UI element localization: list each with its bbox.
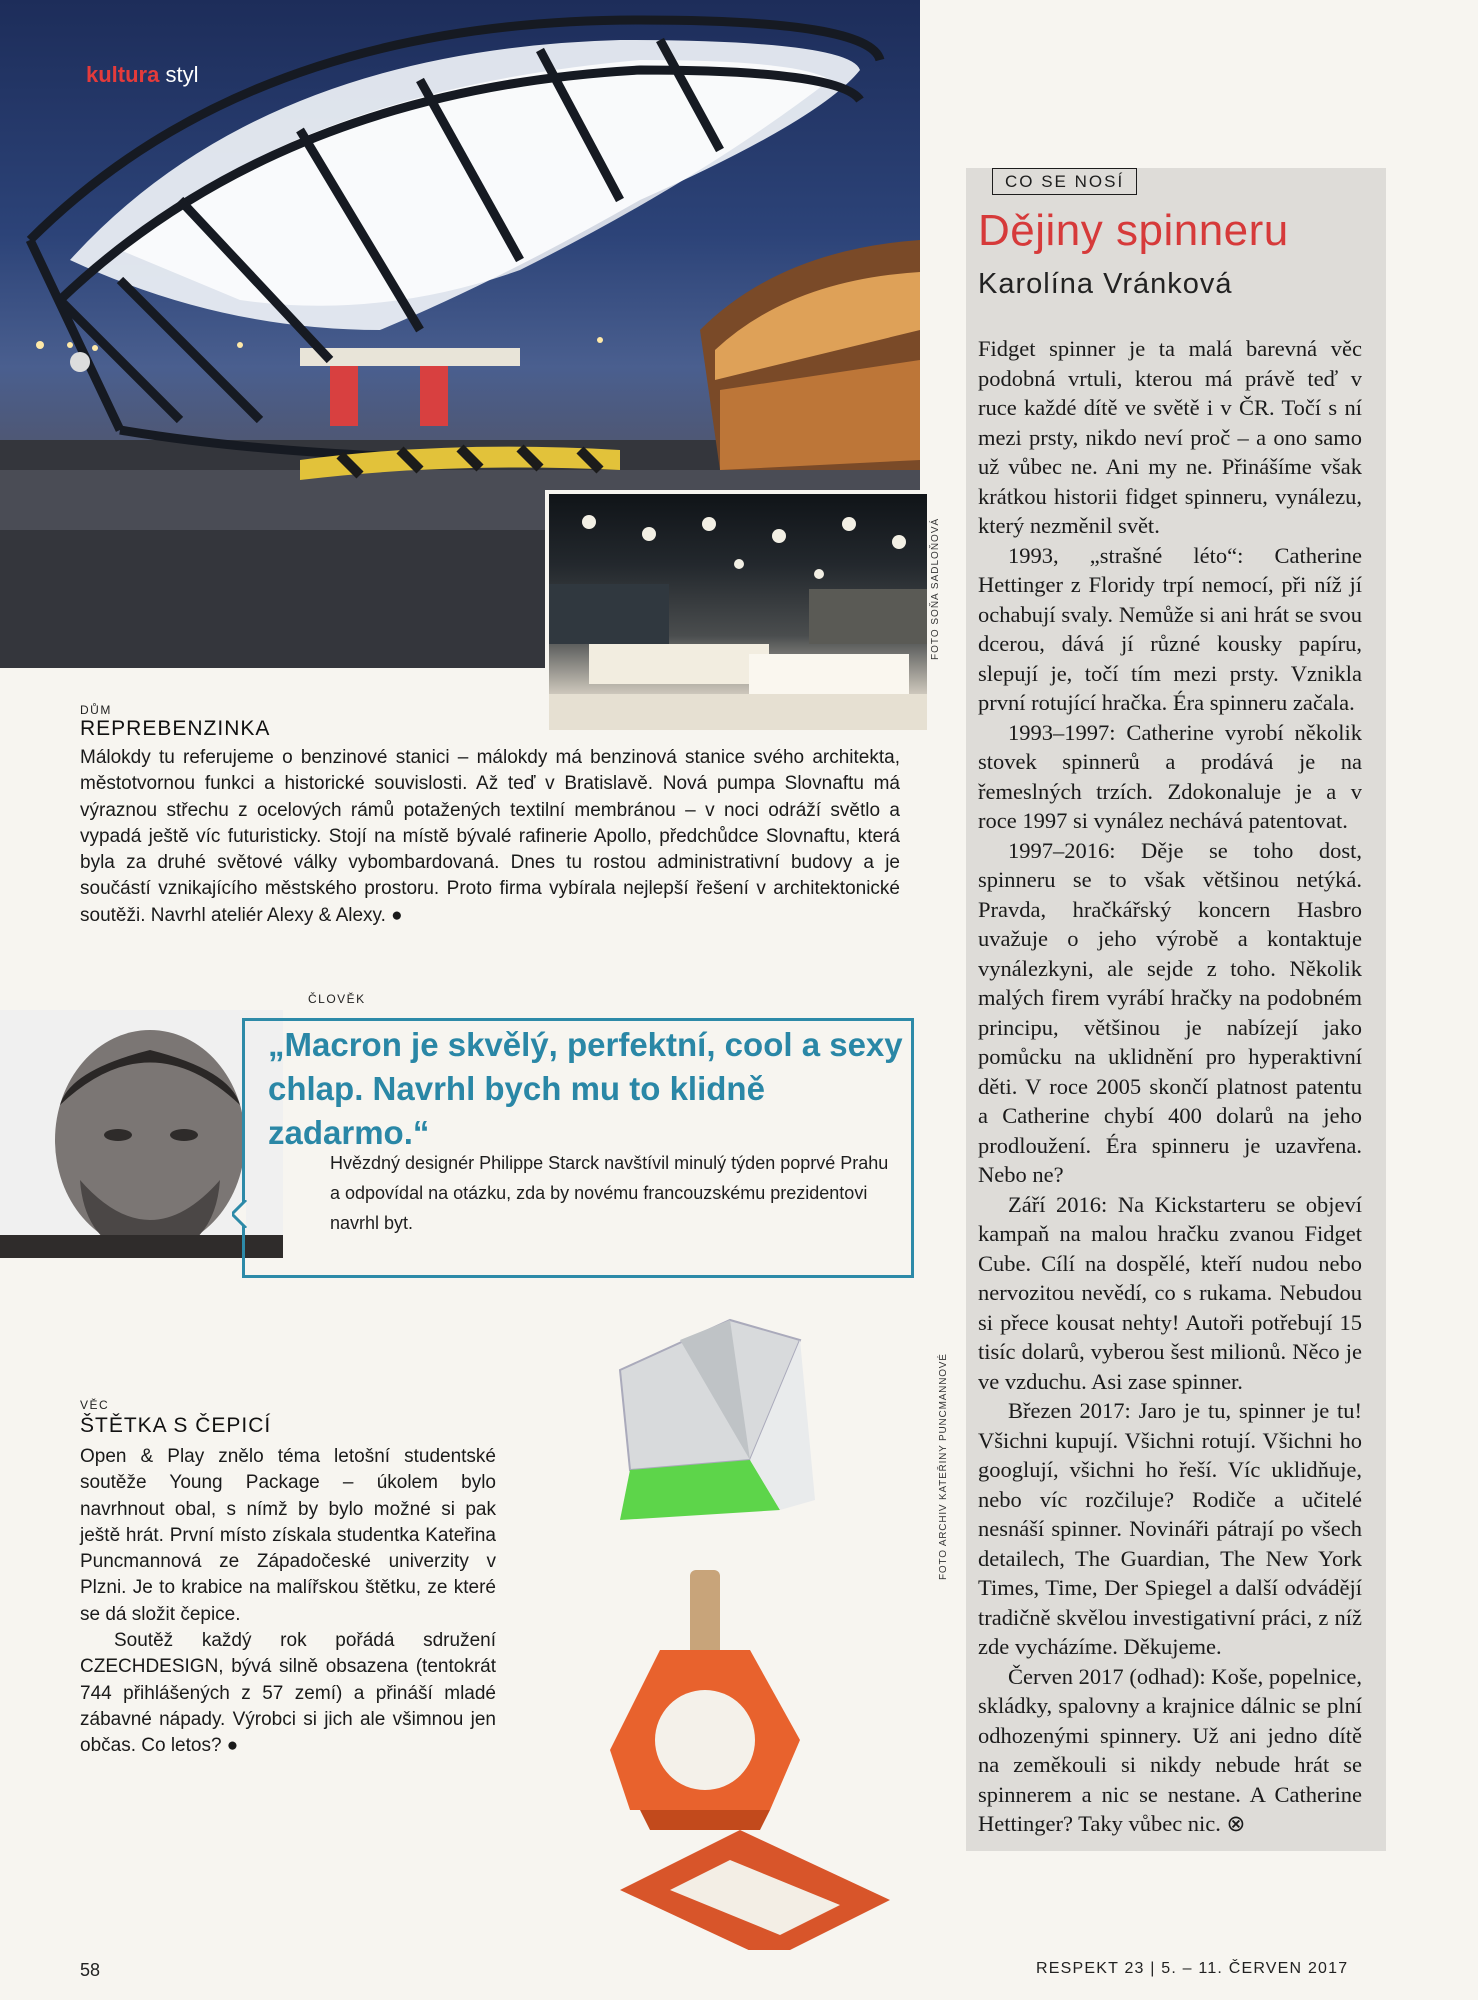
product-photo: [540, 1310, 940, 1950]
dum-body: [80, 745, 900, 929]
quote-text: „Macron je skvělý, perfektní, cool a sexy chlap. Navrhl bych mu to klidně zadarmo.“: [268, 1026, 903, 1151]
page-number: 58: [80, 1960, 101, 1980]
sidebar-author: Karolína Vránková: [978, 268, 1233, 300]
dum-kicker: DŮM: [80, 703, 112, 717]
dum-paragraph: Málokdy tu referujeme o benzinové stanici – málokdy má benzinová stanice svého architekta, městotvornou funkci a historické souvislosti. Až teď v Bratislavě. Nová pumpa Slovnaftu má výraznou střechu z ocelových rámů potažených textilní membránou – v noci odráží světlo a vypadá ještě víc futuristicky. Stojí na místě bývalé rafinerie Apollo, předchůdce Slovnaftu, která byla za druhé světové války vybombardovaná. Dnes tu rostou administrativní budovy a je součástí vznikajícího městského prostoru. Proto firma vybírala nejlepší řešení v architektonické soutěži. Navrhl ateliér Alexy & Alexy. ●: [80, 747, 900, 926]
product-photo-credit: FOTO ARCHIV KATEŘINY PUNCMANNOVÉ: [938, 1353, 949, 1580]
vec-paragraph-1: Open & Play znělo téma letošní studentské soutěže Young Package – úkolem bylo navrhnout obal, s nímž by bylo možné si pak ještě hrát. První místo získala studentka Kateřina Puncmannová ze Západočeské univerzity v Plzni. Je to krabice na malířskou štětku, ze které se dá složit čepice.: [80, 1446, 496, 1625]
sidebar-badge: CO SE NOSÍ: [992, 168, 1137, 195]
vec-title: ŠTĚTKA S ČEPICÍ: [80, 1414, 272, 1437]
sidebar-paragraph: 1993–1997: Catherine vyrobí několik stovek spinnerů a prodává je na řemeslných trzích. Zdokonaluje je a v roce 1997 si vynález nechává patentovat.: [978, 719, 1362, 833]
sidebar-paragraph: Červen 2017 (odhad): Koše, popelnice, skládky, spalovny a krajnice dálnic se plní odhozenými spinnery. Už ani jedno dítě na zeměkouli si nikdy nebude hrát se spinnerem a nic se nestane. A Catherine Hettinger? Taky vůbec nic. ⊗: [978, 1663, 1362, 1836]
section-label-sub: styl: [165, 62, 199, 87]
sidebar-paragraph: Fidget spinner je ta malá barevná věc podobná vrtuli, kterou má právě teď v ruce každé dítě ve světě i v ČR. Točí s ní mezi prsty, nikdo neví proč – a ono samo už vůbec ne. Ani my ne. Přinášíme však krátkou historii fidget spinneru, vynálezu, který nezměnil svět.: [978, 336, 1362, 538]
inset-interior-photo: [545, 490, 931, 734]
vec-body: [80, 1444, 496, 1760]
section-label: [86, 62, 198, 88]
vec-kicker: VĚC: [80, 1398, 110, 1412]
sidebar-paragraph: Březen 2017: Jaro je tu, spinner je tu! Všichni kupují. Všichni rotují. Všichni ho googlují, všichni ho řeší. Víc uklidňuje, nebo víc rozčiluje? Rodiče a učitelé nesnáší spinner. Novináři pátrají po všech detailech, The Guardian, The New York Times, Time, Der Spiegel a další odvádějí tradičně skvělou investigativní práci, z níž zde vycházíme. Děkujeme.: [978, 1398, 1362, 1659]
quote-subtext: Hvězdný designér Philippe Starck navštívil minulý týden poprvé Prahu a odpovídal na otázku, zda by novému francouzskému prezidentovi navrhl byt.: [330, 1153, 889, 1233]
interior-illustration: [549, 494, 927, 730]
sidebar-paragraph: Září 2016: Na Kickstarteru se objeví kampaň na malou hračku zvanou Fidget Cube. Cílí na dospělé, kteří nudou nebo nervozitou nevědí, co s rukama. Nebudou si přece kousat nehty! Autoři potřebují 15 tisíc dolarů, vyberou šest milionů. Něco je ve vzduchu. Asi zase spinner.: [978, 1191, 1362, 1394]
clovek-kicker: ČLOVĚK: [308, 992, 366, 1006]
speech-pointer: [232, 1200, 252, 1228]
sidebar-title: Dějiny spinneru: [978, 206, 1289, 255]
sidebar-body: [978, 334, 1362, 1839]
sidebar-paragraph: 1993, „strašné léto“: Catherine Hettinger z Floridy trpí nemocí, při níž jí ochabují svaly. Nemůže si ani hrát se svou dcerou, dává jí různé kousky papíru, slepují je, točí tím mezi prsty. Vznikla první rotující hračka. Éra spinneru začala.: [978, 542, 1362, 715]
vec-paragraph-2: Soutěž každý rok pořádá sdružení CZECHDESIGN, bývá silně obsazena (tentokrát 744 přihlášených z 57 zemí) a přináší mladé zábavné nápady. Výrobci si jich ale všimnou jen občas. Co letos? ●: [80, 1630, 496, 1757]
sidebar-paragraph: 1997–2016: Děje se toho dost, spinneru se to však většinou netýká. Pravda, hračkářský koncern Hasbro uvažuje o jeho výrobě a kontaktuje vynálezkyni, ale sejde z toho. Několik malých firem vyrábí hračky na podobném principu, většinou je nabízejí jako pomůcku na uklidnění pro hyperaktivní děti. V roce 2005 skončí platnost patentu a Catherine chybí 400 dolarů na jeho prodloužení. Éra spinneru je uzavřena. Nebo ne?: [978, 837, 1362, 1187]
photo-credit: FOTO SOŇA SADLOŇOVÁ: [930, 517, 941, 660]
dum-title: REPREBENZINKA: [80, 717, 271, 740]
footer-issue-info: RESPEKT 23 | 5. – 11. ČERVEN 2017: [1036, 1960, 1349, 1977]
section-label-main: kultura: [86, 62, 160, 87]
